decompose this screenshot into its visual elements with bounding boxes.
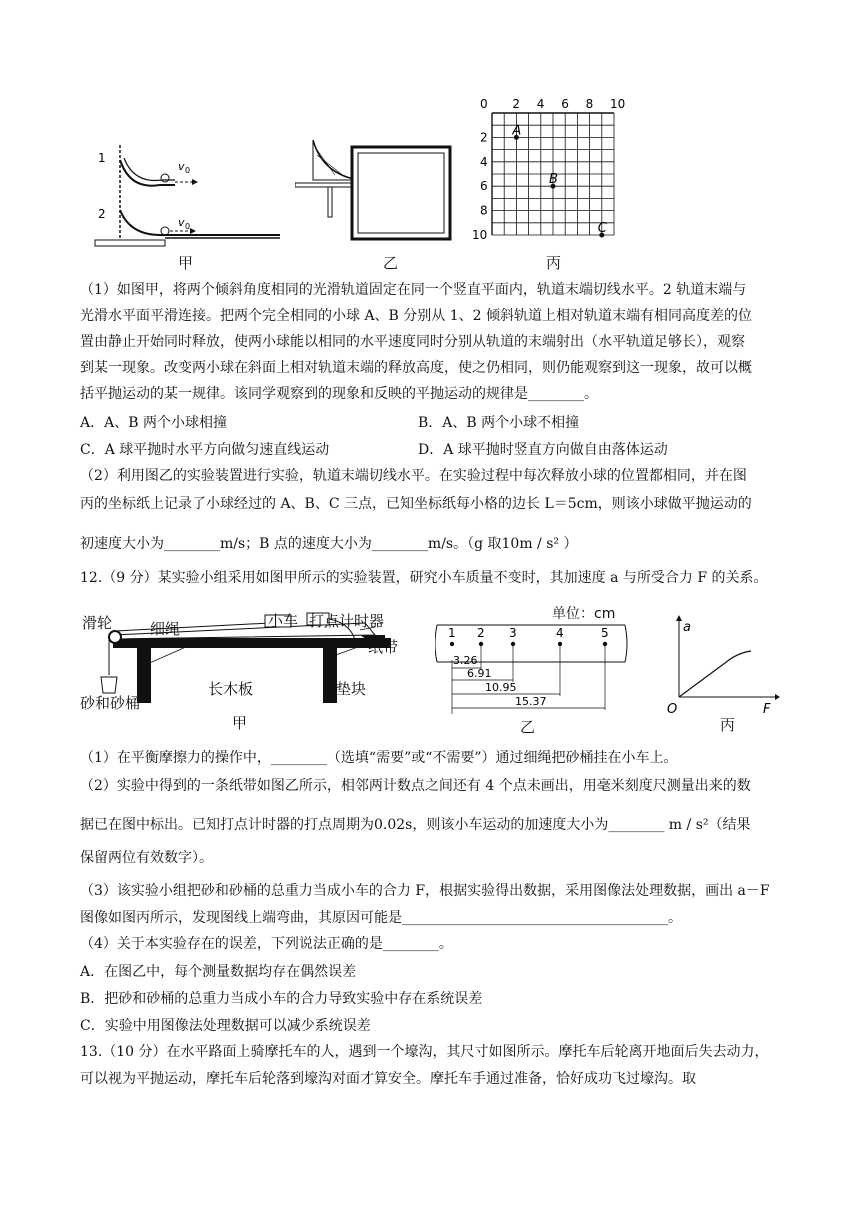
- q12-part2-line1: （2）实验中得到的一条纸带如图乙所示，相邻两计数点之间还有 4 个点未画出，用毫米刻度尺测量出来的数: [80, 778, 751, 794]
- graph-y-axis-label: a: [683, 620, 691, 635]
- tape-distance-3: 10.95: [485, 681, 517, 694]
- label-block: 垫块: [336, 680, 367, 698]
- grid-x-tick: 6: [561, 97, 569, 111]
- grid-x-tick: 8: [585, 97, 594, 111]
- q12-option-a: A．在图乙中，每个测量数据均存在偶然误差: [80, 964, 357, 980]
- q13-line2: 可以视为平抛运动，摩托车后轮落到壕沟对面才算安全。摩托车手通过准备，恰好成功飞过壕沟。取: [80, 1071, 696, 1087]
- q11-option-d: D．A 球平抛时竖直方向做自由落体运动: [418, 442, 668, 458]
- q11-part1-line3: 置由静止开始同时释放，使两小球能以相同的水平速度同时分别从轨道的末端射出（水平轨道足够长），观察: [80, 334, 745, 350]
- q11-option-b: B．A、B 两个小球不相撞: [418, 415, 580, 431]
- tape-point-label: 1: [448, 626, 456, 640]
- figure-q12-bing-graph: [665, 615, 780, 715]
- q12-part3-line2: 图像如图丙所示，发现图线上端弯曲，其原因可能是______________________________________。: [80, 910, 682, 926]
- figure-bing-grid: [470, 93, 630, 248]
- figure-q12-bing-caption: 丙: [720, 716, 736, 734]
- track-1-label: 1: [98, 151, 106, 165]
- grid-y-tick: 2: [480, 130, 488, 145]
- label-tape: 纸带: [368, 638, 399, 656]
- q12-part1: （1）在平衡摩擦力的操作中，________（选填“需要”或“不需要”）通过细绳把砂桶挂在小车上。: [80, 750, 678, 766]
- q11-part2-line3: 初速度大小为________m/s；B 点的速度大小为________m/s。（g 取10m / s² ）: [80, 536, 578, 552]
- tape-point-label: 4: [556, 626, 564, 640]
- q11-option-a: A．A、B 两个小球相撞: [80, 415, 227, 431]
- grid-y-tick: 10: [472, 228, 488, 242]
- label-pulley: 滑轮: [82, 614, 113, 632]
- q12-option-c: C．实验中用图像法处理数据可以减少系统误差: [80, 1018, 371, 1034]
- tape-distance-2: 6.91: [467, 667, 492, 680]
- grid-y-tick: 6: [480, 179, 488, 194]
- grid-point-label: A: [512, 123, 522, 139]
- q12-part3-line1: （3）该实验小组把砂和砂桶的总重力当成小车的合力 F，根据实验得出数据，采用图像法处理数据，画出 a－F: [80, 883, 770, 899]
- figure-jia-caption: 甲: [178, 254, 194, 272]
- v0-label-1: v: [178, 160, 185, 173]
- label-bucket: 砂和砂桶: [80, 694, 141, 712]
- tape-point-label: 2: [477, 626, 485, 640]
- q11-part1-line1: （1）如图甲，将两个倾斜角度相同的光滑轨道固定在同一个竖直平面内，轨道末端切线水平。2 轨道末端与: [80, 282, 747, 298]
- grid-x-tick: 2: [512, 97, 521, 111]
- grid-point-label: C: [597, 221, 607, 236]
- graph-origin-label: O: [667, 702, 678, 715]
- track-2-label: 2: [98, 207, 106, 221]
- q12-option-b: B．把砂和砂桶的总重力当成小车的合力导致实验中存在系统误差: [80, 991, 483, 1007]
- tape-point-label: 3: [509, 626, 517, 640]
- tape-point-label: 5: [601, 626, 609, 640]
- label-car: 小车: [268, 612, 299, 630]
- tape-unit-label: 单位：cm: [552, 606, 616, 622]
- figure-q12-yi-caption: 乙: [520, 718, 536, 736]
- tape-point-1: [450, 642, 454, 646]
- q11-part1-line4: 到某一现象。改变两小球在斜面上相对轨道末端的释放高度，使之仍相同，则仍能观察到这一现象，故可以概: [80, 360, 752, 376]
- figure-bing-caption: 丙: [546, 254, 562, 272]
- q11-part2-line1: （2）利用图乙的实验装置进行实验，轨道末端切线水平。在实验过程中每次释放小球的位置都相同，并在图: [80, 468, 747, 484]
- label-board: 长木板: [208, 680, 254, 698]
- q12-part2-line2: 据已在图中标出。已知打点计时器的打点周期为0.02s，则该小车运动的加速度大小为________ m / s²（结果: [80, 817, 751, 833]
- grid-x-tick: 0: [480, 97, 488, 111]
- figure-q12-jia-caption: 甲: [232, 714, 248, 732]
- figure-yi-apparatus: [295, 135, 460, 245]
- tape-distance-4: 15.37: [515, 695, 547, 708]
- v0-sub-1: 0: [185, 166, 191, 175]
- q11-part2-line2: 丙的坐标纸上记录了小球经过的 A、B、C 三点，已知坐标纸每小格的边长 L＝5cm，则该小球做平抛运动的: [80, 496, 752, 512]
- v0-sub-2: 0: [185, 222, 191, 231]
- grid-x-tick: 4: [536, 97, 545, 111]
- figure-jia-tracks: [80, 140, 285, 250]
- label-timer: 打点计时器: [309, 612, 385, 630]
- grid-y-tick: 8: [480, 203, 488, 218]
- q12-part4: （4）关于本实验存在的误差，下列说法正确的是________。: [80, 936, 453, 952]
- figure-q12-yi-tape: [435, 620, 630, 715]
- v0-label-2: v: [178, 216, 185, 229]
- q11-part1-line2: 光滑水平面平滑连接。把两个完全相同的小球 A、B 分别从 1、2 倾斜轨道上相对轨道末端有相同高度差的位: [80, 308, 753, 324]
- label-rope: 细绳: [150, 620, 181, 638]
- figure-yi-caption: 乙: [383, 254, 399, 272]
- q12-stem: 12.（9 分）某实验小组采用如图甲所示的实验装置，研究小车质量不变时，其加速度 a 与所受合力 F 的关系。: [80, 570, 768, 586]
- grid-y-tick: 4: [480, 154, 488, 169]
- grid-point-label: B: [549, 172, 558, 188]
- q13-line1: 13.（10 分）在水平路面上骑摩托车的人，遇到一个壕沟，其尺寸如图所示。摩托车后轮离开地面后失去动力，: [80, 1044, 769, 1060]
- tape-distance-1: 3.26: [453, 654, 478, 667]
- graph-x-axis-label: F: [763, 702, 771, 715]
- grid-x-tick: 10: [610, 97, 626, 111]
- q11-part1-line5: 括平抛运动的某一规律。该同学观察到的现象和反映的平抛运动的规律是________。: [80, 386, 598, 402]
- q11-option-c: C．A 球平抛时水平方向做匀速直线运动: [80, 442, 330, 458]
- q12-part2-line3: 保留两位有效数字）。: [80, 850, 213, 866]
